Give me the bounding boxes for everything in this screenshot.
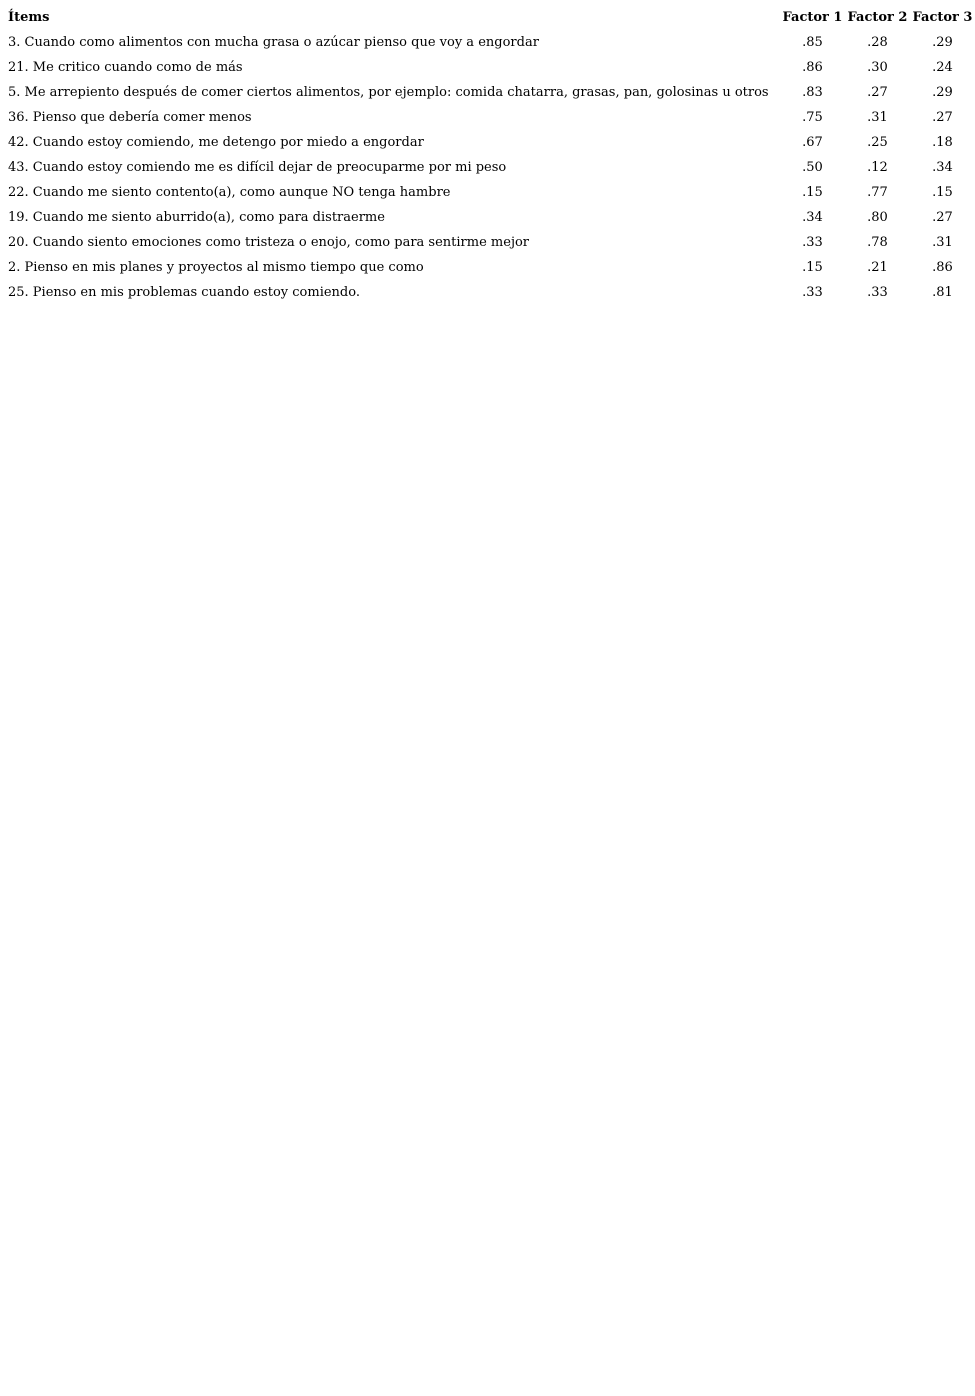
factor-3-value: .27 <box>932 210 953 225</box>
factor-2-value: .21 <box>867 260 888 275</box>
factor-1-value: .15 <box>802 260 823 275</box>
item-text: 20. Cuando siento emociones como tristeza o enojo, como para sentirme mejor <box>8 235 530 250</box>
table-row <box>3 230 975 255</box>
factor-3-value: .27 <box>932 110 953 125</box>
factor-3-value: .29 <box>932 35 953 50</box>
header-row <box>3 5 975 30</box>
table-row <box>3 205 975 230</box>
table-row <box>3 80 975 105</box>
factor-1-value: .75 <box>802 110 823 125</box>
table-row <box>3 105 975 130</box>
table-row <box>3 55 975 80</box>
factor-3-value: .18 <box>932 135 953 150</box>
table-row <box>3 155 975 180</box>
table-row <box>3 130 975 155</box>
item-text: 25. Pienso en mis problemas cuando estoy comiendo. <box>8 285 360 300</box>
factor-2-value: .27 <box>867 85 888 100</box>
factor-1-value: .15 <box>802 185 823 200</box>
factor-3-value: .86 <box>932 260 953 275</box>
header-factor-2: Factor 2 <box>847 10 908 25</box>
table-row <box>3 280 975 305</box>
factor-2-value: .78 <box>867 235 888 250</box>
header-factor-1: Factor 1 <box>782 10 843 25</box>
table-header <box>3 5 975 30</box>
factor-1-value: .83 <box>802 85 823 100</box>
table-body <box>3 30 975 305</box>
table-row <box>3 255 975 280</box>
factor-3-value: .81 <box>932 285 953 300</box>
item-text: 19. Cuando me siento aburrido(a), como para distraerme <box>8 210 385 225</box>
factor-3-value: .31 <box>932 235 953 250</box>
factor-2-value: .33 <box>867 285 888 300</box>
factor-2-value: .80 <box>867 210 888 225</box>
factor-3-value: .15 <box>932 185 953 200</box>
factor-2-value: .28 <box>867 35 888 50</box>
table-row <box>3 30 975 55</box>
item-text: 43. Cuando estoy comiendo me es difícil dejar de preocuparme por mi peso <box>8 160 507 175</box>
header-factor-3: Factor 3 <box>912 10 973 25</box>
factor-3-value: .24 <box>932 60 953 75</box>
factor-3-value: .29 <box>932 85 953 100</box>
table-row <box>3 180 975 205</box>
factor-1-value: .34 <box>802 210 823 225</box>
item-text: 36. Pienso que debería comer menos <box>8 110 252 125</box>
factor-1-value: .85 <box>802 35 823 50</box>
item-text: 21. Me critico cuando como de más <box>8 60 243 75</box>
item-text: 42. Cuando estoy comiendo, me detengo por miedo a engordar <box>8 135 424 150</box>
factor-2-value: .25 <box>867 135 888 150</box>
factor-2-value: .30 <box>867 60 888 75</box>
factor-2-value: .12 <box>867 160 888 175</box>
item-text: 3. Cuando como alimentos con mucha grasa o azúcar pienso que voy a engordar <box>8 35 539 50</box>
item-text: 22. Cuando me siento contento(a), como aunque NO tenga hambre <box>8 185 451 200</box>
item-text: 5. Me arrepiento después de comer ciertos alimentos, por ejemplo: comida chatarra, grasas, pan, golosinas u otros <box>8 85 769 100</box>
factor-2-value: .31 <box>867 110 888 125</box>
factor-1-value: .86 <box>802 60 823 75</box>
factor-1-value: .33 <box>802 285 823 300</box>
header-items: Ítems <box>8 10 50 25</box>
factor-loadings-table <box>3 5 975 305</box>
factor-1-value: .67 <box>802 135 823 150</box>
factor-1-value: .33 <box>802 235 823 250</box>
factor-3-value: .34 <box>932 160 953 175</box>
item-text: 2. Pienso en mis planes y proyectos al mismo tiempo que como <box>8 260 424 275</box>
factor-2-value: .77 <box>867 185 888 200</box>
factor-1-value: .50 <box>802 160 823 175</box>
